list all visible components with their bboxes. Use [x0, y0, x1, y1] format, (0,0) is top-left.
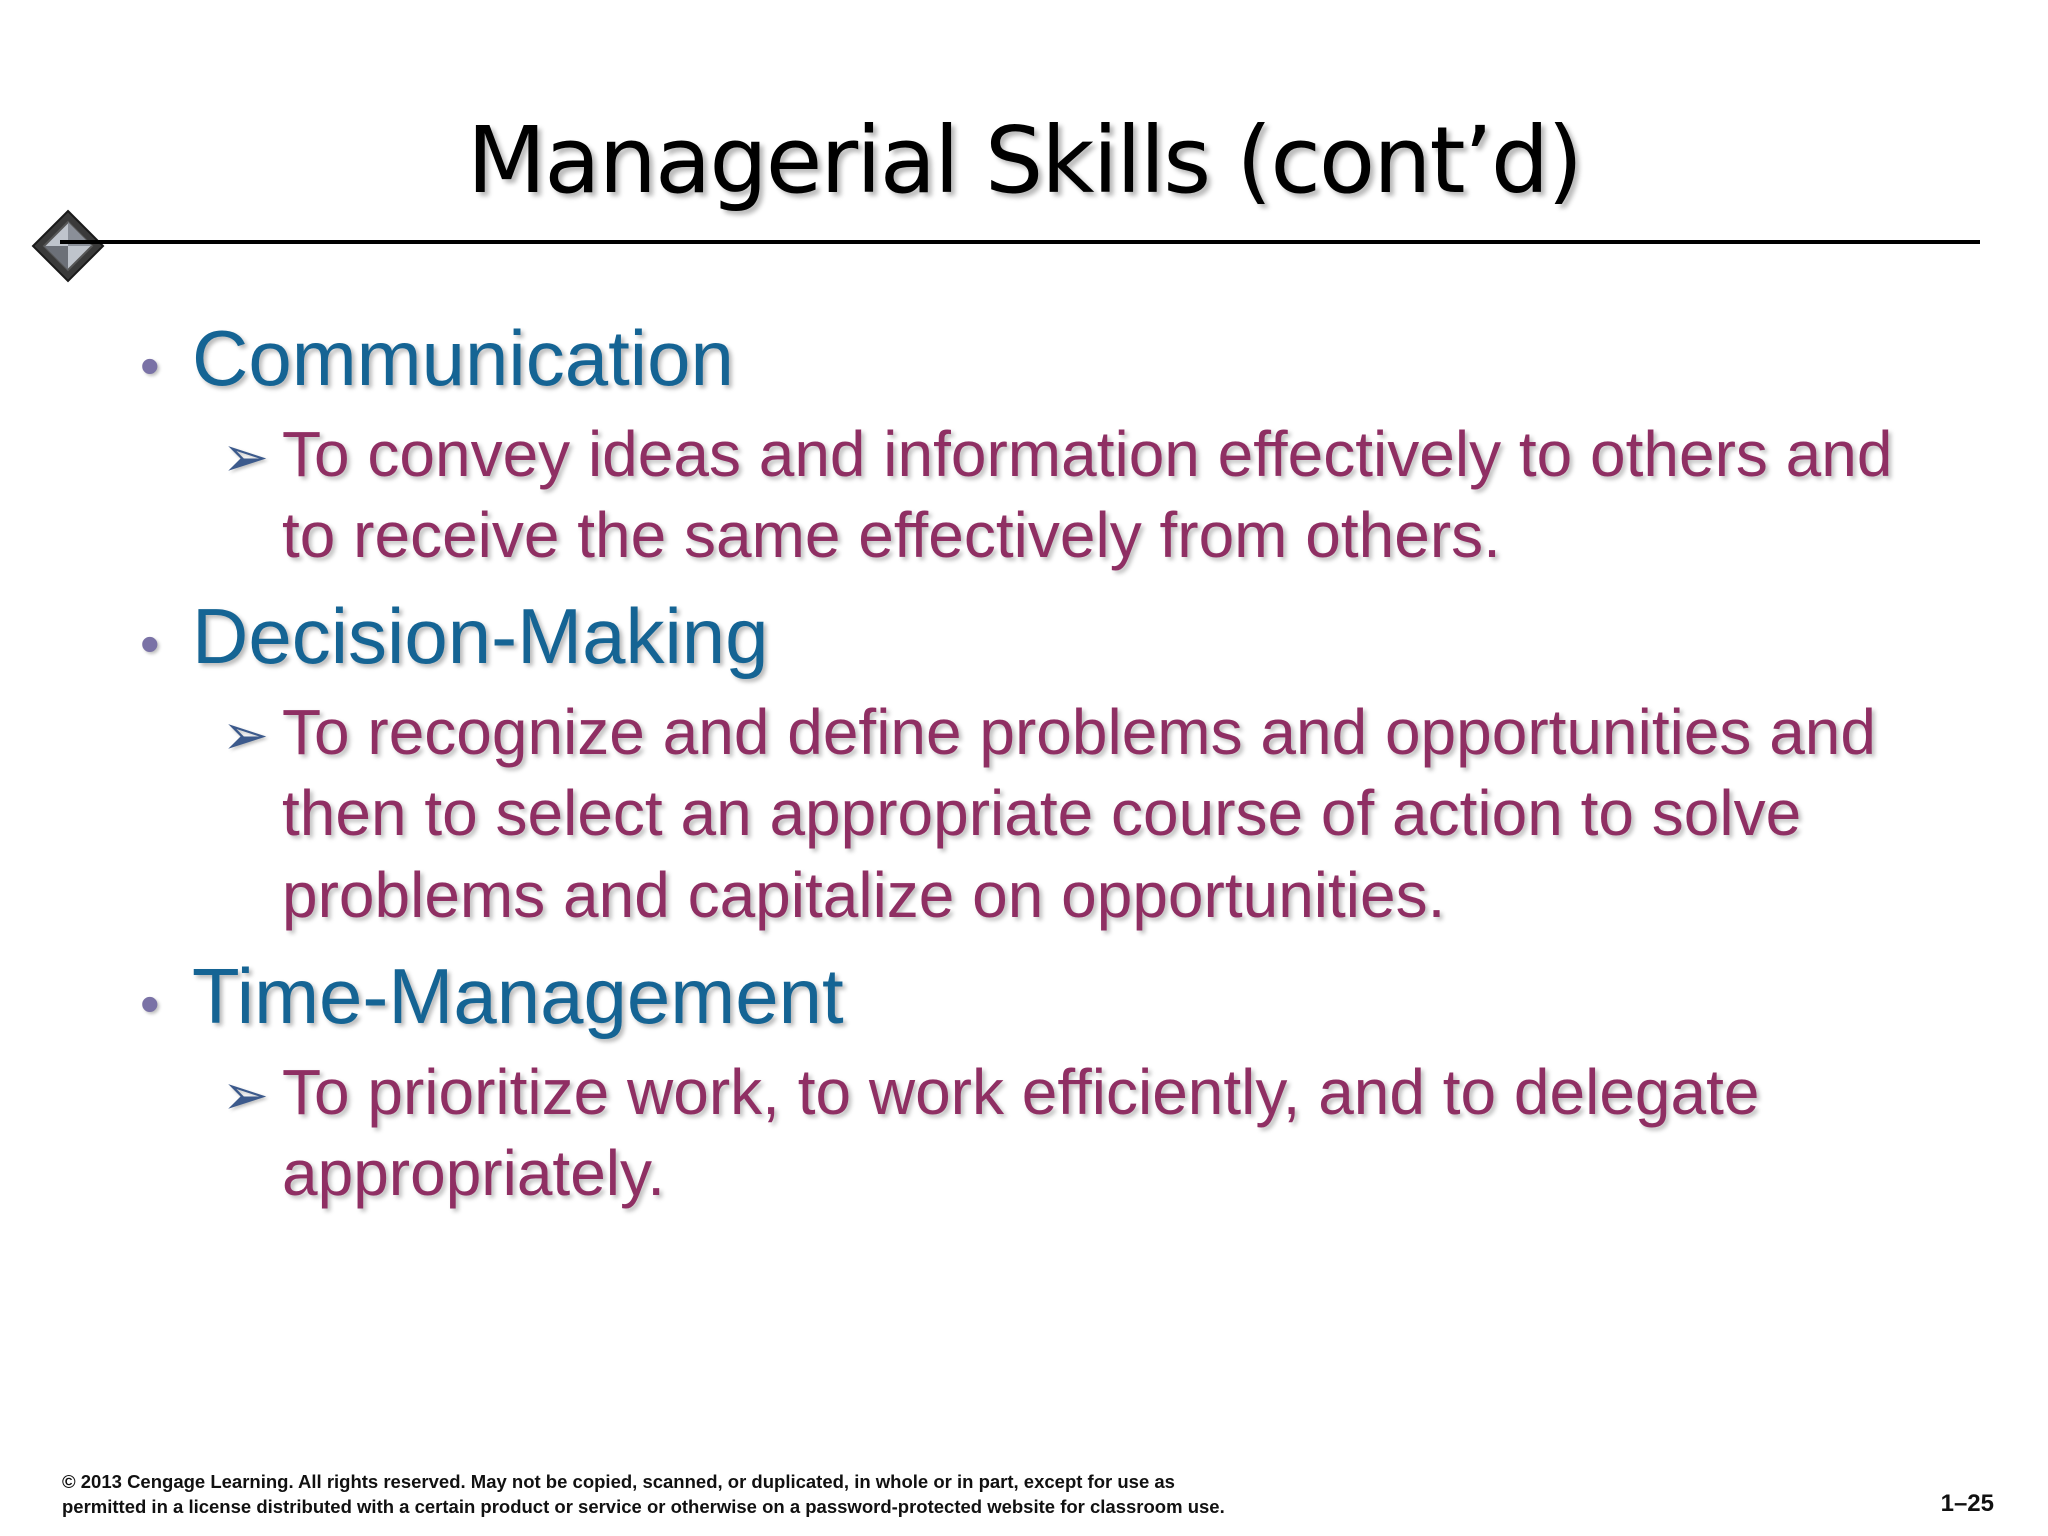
arrowhead-icon: ➢ [222, 1062, 269, 1126]
page-number: 1–25 [1940, 1490, 1994, 1517]
arrowhead-icon: ➢ [222, 703, 269, 767]
sub-item-text: To prioritize work, to work efficiently, and to delegate appropriately. [282, 1055, 1760, 1209]
arrowhead-icon: ➢ [222, 424, 269, 488]
slide-title: Managerial Skills (cont’d) [466, 107, 1582, 214]
bullet-heading: Communication [192, 314, 734, 402]
sub-item-text: To recognize and define problems and opportunities and then to select an appropriate course of action to solve problems and capitalize on opportunities. [282, 696, 1876, 931]
bullet-item-time-management [140, 951, 1920, 1040]
sub-item-decision-making [222, 692, 1920, 936]
title-rule [60, 240, 1980, 244]
bullet-item-communication [140, 316, 1920, 402]
sub-item-communication [222, 414, 1920, 577]
bullet-icon: • [140, 971, 160, 1035]
sub-item-time-management [222, 1052, 1920, 1215]
copyright-footer [62, 1470, 1562, 1520]
bullet-heading: Time-Management [192, 951, 844, 1040]
bullet-icon: • [140, 334, 160, 397]
diamond-icon [30, 208, 106, 284]
bullet-list [140, 316, 1920, 1232]
sub-item-text: To convey ideas and information effectively to others and to receive the same effectively from others. [282, 417, 1893, 572]
bullet-icon: • [140, 612, 160, 676]
bullet-item-decision-making [140, 594, 1920, 680]
bullet-heading: Decision-Making [192, 592, 769, 681]
copyright-line-1: © 2013 Cengage Learning. All rights reserved. May not be copied, scanned, or duplicated, in whole or in part, except for use as [62, 1471, 1175, 1492]
copyright-line-2: permitted in a license distributed with a certain product or service or otherwise on a password-protected website for classroom use. [62, 1495, 1225, 1517]
